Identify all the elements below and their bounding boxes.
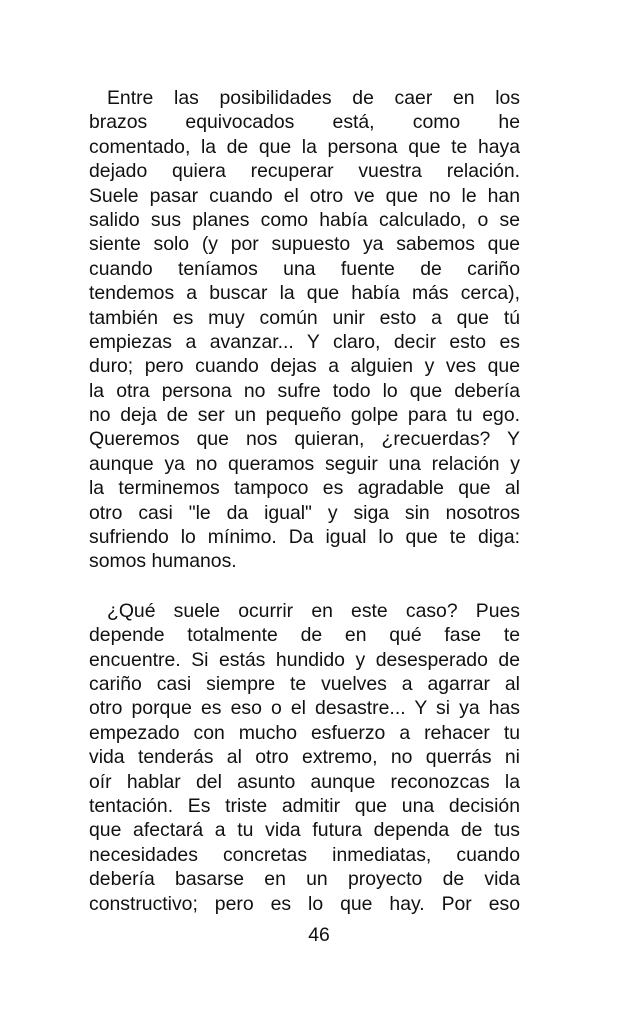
text-line: vida tenderás al otro extremo, no querrás ni [89,746,520,769]
text-line: debería basarse en un proyecto de vida [89,868,520,891]
text-line: encuentre. Si estás hundido y desesperado de [89,648,520,671]
paragraph-spacer [89,574,520,599]
text-line: aunque ya no queramos seguir una relación y [89,452,520,475]
text-line: Queremos que nos quieran, ¿recuerdas? Y [89,428,520,451]
text-line: comentado, la de que la persona que te haya [89,135,520,158]
text-line: constructivo; pero es lo que hay. Por eso [89,892,520,915]
page-number: 46 [308,924,330,946]
text-line: empezado con mucho esfuerzo a rehacer tu [89,721,520,744]
text-line: ¿Qué suele ocurrir en este caso? Pues [107,599,520,622]
text-line: que afectará a tu vida futura dependa de tus [89,819,520,842]
body-text [89,86,520,916]
text-line: la terminemos tampoco es agradable que al [89,477,520,500]
text-line: dejado quiera recuperar vuestra relación. [89,160,520,183]
text-line: duro; pero cuando dejas a alguien y ves que [89,355,520,378]
text-line: somos humanos. [89,550,237,573]
text-line: también es muy común unir esto a que tú [89,306,520,329]
text-line: otro porque es eso o el desastre... Y si ya has [89,697,520,720]
text-line: cuando teníamos una fuente de cariño [89,257,520,280]
paragraph [89,86,520,574]
text-line: tendemos a buscar la que había más cerca), [89,282,520,305]
text-line: empiezas a avanzar... Y claro, decir esto es [89,330,520,353]
text-line: la otra persona no sufre todo lo que debería [89,379,520,402]
text-line: otro casi "le da igual" y siga sin nosotros [89,501,520,524]
text-line: siente solo (y por supuesto ya sabemos que [89,233,520,256]
text-line: no deja de ser un pequeño golpe para tu ego. [89,404,520,427]
text-line: sufriendo lo mínimo. Da igual lo que te diga: [89,526,520,549]
paragraph [89,599,520,916]
text-line: brazos equivocados está, como he [89,111,520,134]
text-line: oír hablar del asunto aunque reconozcas la [89,770,520,793]
text-line: tentación. Es triste admitir que una decisión [89,794,520,817]
text-line: Entre las posibilidades de caer en los [107,87,520,109]
text-line: Suele pasar cuando el otro ve que no le han [89,184,520,207]
text-line: depende totalmente de en qué fase te [89,624,520,647]
text-line: cariño casi siempre te vuelves a agarrar al [89,672,520,695]
text-line: necesidades concretas inmediatas, cuando [89,843,520,866]
text-line: salido sus planes como había calculado, o se [89,208,520,231]
